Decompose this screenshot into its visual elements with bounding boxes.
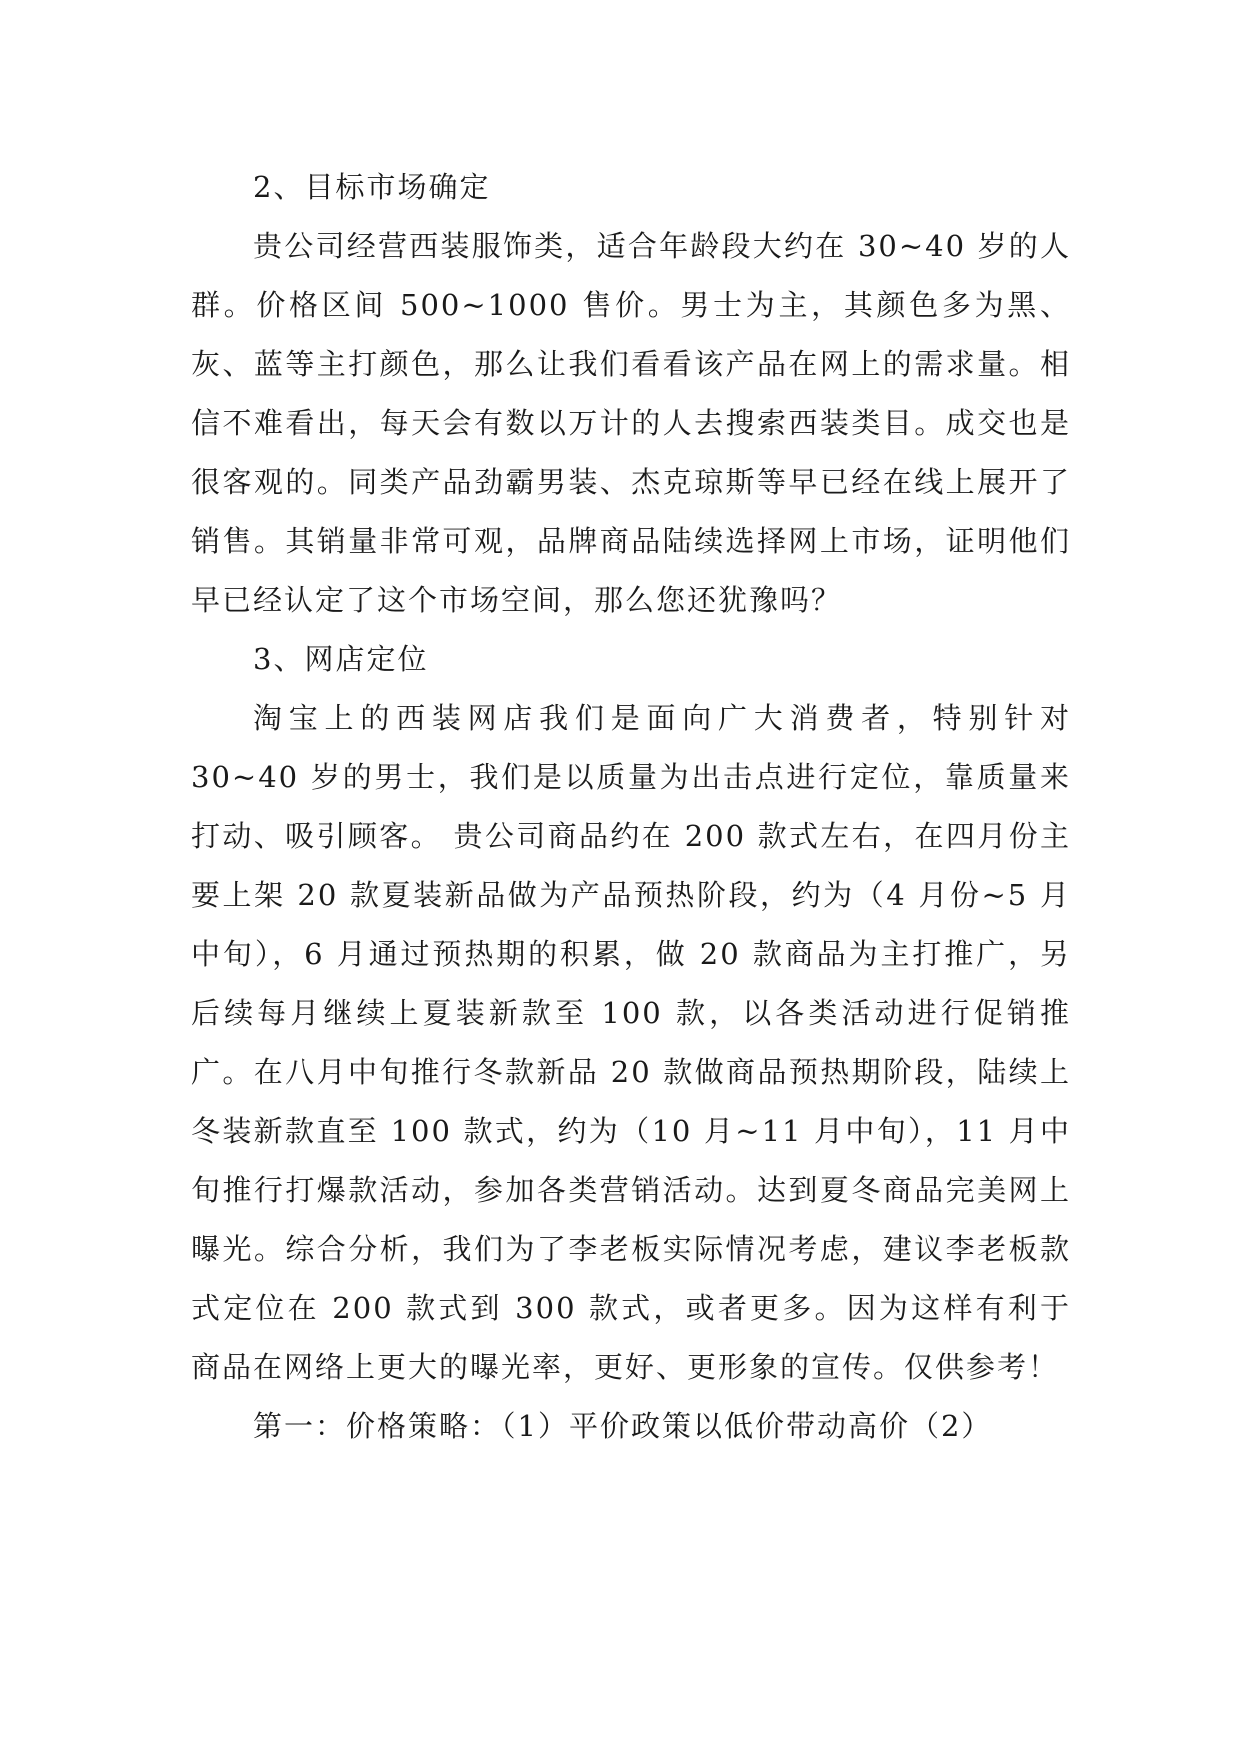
paragraph-price-strategy: 第一：价格策略：（1）平价政策以低价带动高价（2）	[253, 1409, 993, 1443]
document-body	[191, 158, 1071, 1456]
section-heading-target-market: 2、目标市场确定	[253, 170, 491, 204]
paragraph-target-market: 贵公司经营西装服饰类，适合年龄段大约在 30~40 岁的人群。价格区间 500~1000 售价。男士为主，其颜色多为黑、灰、蓝等主打颜色，那么让我们看看该产品在网上的需求量。相信不难看出，每天会有数以万计的人去搜索西装类目。成交也是很客观的。同类产品劲霸男装、杰克琼斯等早已经在线上展开了销售。其销量非常可观，品牌商品陆续选择网上市场，证明他们早已经认定了这个市场空间，那么您还犹豫吗？	[191, 229, 1071, 617]
paragraph-shop-positioning: 淘宝上的西装网店我们是面向广大消费者，特别针对 30~40 岁的男士，我们是以质量为出击点进行定位，靠质量来打动、吸引顾客。 贵公司商品约在 200 款式左右，在四月份主要上架 20 款夏装新品做为产品预热阶段，约为（4 月份~5 月中旬），6 月通过预热期的积累，做 20 款商品为主打推广，另后续每月继续上夏装新款至 100 款，以各类活动进行促销推广。在八月中旬推行冬款新品 20 款做商品预热期阶段，陆续上冬装新款直至 100 款式，约为（10 月~11 月中旬），11 月中旬推行打爆款活动，参加各类营销活动。达到夏冬商品完美网上曝光。综合分析，我们为了李老板实际情况考虑，建议李老板款式定位在 200 款式到 300 款式，或者更多。因为这样有利于商品在网络上更大的曝光率，更好、更形象的宣传。仅供参考！	[191, 701, 1071, 1384]
section-heading-shop-positioning: 3、网店定位	[253, 642, 429, 676]
